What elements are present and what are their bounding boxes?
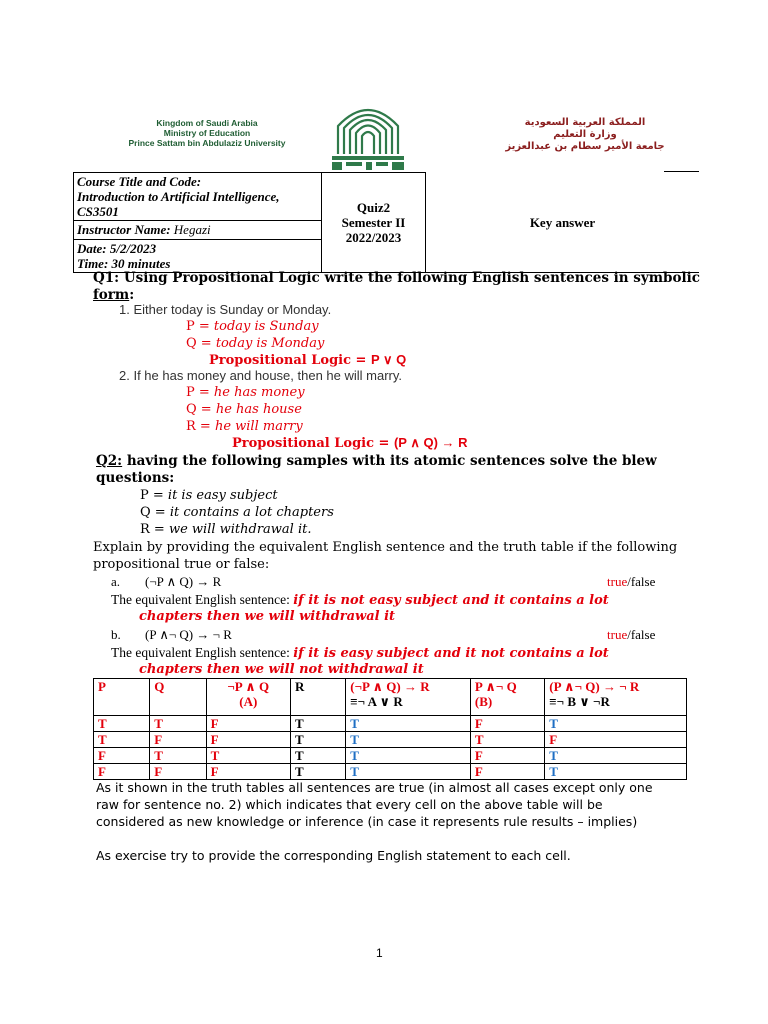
course-info-table [73, 172, 699, 273]
truth-header-cell [545, 679, 687, 716]
truth-cell: F [206, 716, 290, 732]
q2-a-label: a. [111, 574, 121, 589]
academic-year: 2022/2023 [345, 230, 402, 245]
quiz-cell [322, 173, 426, 273]
header-ar-line-2: وزارة التعليم [553, 129, 617, 140]
course-name: Introduction to Artificial Intelligence, [77, 189, 280, 204]
truth-table-row [94, 732, 687, 748]
q2-a-false: /false [627, 574, 656, 589]
q1-q2-label: Q = [186, 402, 216, 417]
truth-header-sentence-b: (P ∧¬ Q) → ¬ R [549, 679, 640, 694]
q2-r [140, 521, 312, 538]
q2-r-label: R = [140, 522, 169, 537]
truth-cell: T [346, 716, 471, 732]
q1-r2-value: he will marry [214, 419, 303, 434]
q2-heading [96, 453, 716, 487]
q1-q1-value: today is Monday [215, 336, 325, 351]
q1-q1 [186, 335, 324, 352]
truth-cell: T [545, 716, 687, 732]
truth-cell: T [346, 764, 471, 780]
q2-a-answer-2: chapters then we will withdrawal it [139, 609, 396, 624]
q2-line-1 [96, 453, 716, 470]
truth-cell: F [206, 732, 290, 748]
q1-logic-1-label: Propositional Logic = [209, 353, 371, 368]
truth-header-cell [290, 679, 345, 716]
conclusion-line-3: considered as new knowledge or inference (in case it represents rule results – implies) [96, 814, 638, 829]
q1-r2 [186, 418, 303, 435]
q2-b-answer-2: chapters then we will not withdrawal it [139, 662, 424, 677]
header-ar-line-3: جامعة الأمير سطام بن عبدالعزيز [505, 141, 665, 152]
q1-q2 [186, 401, 302, 418]
q1-item-1: 1. Either today is Sunday or Monday. [119, 302, 332, 317]
conclusion-paragraph [96, 779, 676, 830]
header-en-line-1: Kingdom of Saudi Arabia [156, 118, 258, 128]
q2-b-expression: (P ∧¬ Q) → ¬ R [145, 627, 232, 642]
q1-item-2: 2. If he has money and house, then he will marry. [119, 368, 403, 383]
truth-table-row [94, 748, 687, 764]
exercise-note: As exercise try to provide the corresponding English statement to each cell. [96, 848, 571, 863]
truth-header-b: P ∧¬ Q [474, 679, 517, 694]
q2-q [140, 504, 334, 521]
q1-logic-2-value: (P ∧ Q) → R [393, 435, 468, 450]
truth-cell: T [545, 748, 687, 764]
q1-heading [93, 270, 713, 304]
header-arabic [500, 117, 670, 153]
q2-a-expression: (¬P ∧ Q) → R [145, 574, 222, 589]
truth-cell: T [94, 732, 150, 748]
q2-b-true: true [607, 627, 628, 642]
truth-header-a: ¬P ∧ Q [227, 679, 270, 694]
truth-header-r: R [294, 679, 305, 694]
header-english [82, 118, 332, 148]
q1-p1-label: P = [186, 319, 214, 334]
truth-header-cell [94, 679, 150, 716]
q2-q-label: Q = [140, 505, 170, 520]
q2-b-true-false [607, 627, 655, 643]
q1-r2-label: R = [186, 419, 215, 434]
truth-header-cell [150, 679, 206, 716]
q2-a-equivalent [111, 592, 609, 608]
q2-a-true-false [607, 574, 655, 590]
truth-cell: T [470, 732, 544, 748]
university-logo-icon [328, 96, 408, 172]
truth-header-cell [206, 679, 290, 716]
semester: Semester II [341, 215, 406, 230]
q2-p-label: P = [140, 488, 168, 503]
course-title-cell [74, 173, 322, 221]
truth-header-cell [470, 679, 544, 716]
truth-cell: F [470, 764, 544, 780]
header-en-line-2: Ministry of Education [163, 128, 251, 138]
truth-cell: T [206, 748, 290, 764]
date-time-cell [74, 240, 322, 273]
q2-explain [93, 539, 733, 573]
instructor-cell [74, 221, 322, 240]
truth-table-row [94, 716, 687, 732]
q1-form: form [93, 287, 130, 303]
truth-cell: F [94, 764, 150, 780]
q1-colon: : [129, 287, 135, 303]
truth-header-sentence-a: (¬P ∧ Q) → R [350, 679, 430, 694]
q2-line-2: questions: [96, 470, 175, 486]
q2-label: Q2: [96, 453, 123, 469]
q1-p1-value: today is Sunday [213, 319, 319, 334]
q2-a-answer-1: if it is not easy subject and it contains a lot [293, 593, 609, 608]
q1-p1 [186, 318, 319, 335]
course-code: CS3501 [77, 204, 119, 219]
truth-cell: F [470, 748, 544, 764]
q2-explain-line-2: propositional true or false: [93, 557, 270, 572]
truth-header-a-label: (A) [239, 694, 258, 709]
key-answer-cell [426, 173, 700, 273]
q2-a-equivalent-label: The equivalent English sentence: [111, 592, 294, 607]
header-divider [664, 171, 699, 172]
truth-cell: T [346, 732, 471, 748]
q2-a-true: true [607, 574, 628, 589]
quiz-time: Time: 30 minutes [77, 256, 171, 271]
q1-q2-value: he has house [215, 402, 302, 417]
truth-header-sentence-a-equiv: ≡¬ A ∨ R [350, 694, 403, 709]
q2-p-value: it is easy subject [167, 488, 278, 503]
truth-cell: T [545, 764, 687, 780]
q2-b-answer-1: if it is easy subject and it not contains a lot [293, 646, 609, 661]
q1-logic-2-label: Propositional Logic = [232, 436, 394, 451]
quiz-title: Quiz2 [356, 200, 391, 215]
truth-cell: T [290, 716, 345, 732]
q2-r-value: we will withdrawal it. [168, 522, 312, 537]
q2-p [140, 487, 278, 504]
truth-cell: T [290, 748, 345, 764]
q1-p2 [186, 384, 305, 401]
course-label: Course Title and Code: [77, 174, 202, 189]
truth-header-sentence-b-equiv: ≡¬ B ∨ ¬R [549, 694, 610, 709]
truth-cell: T [290, 764, 345, 780]
truth-table-header-row [94, 679, 687, 716]
truth-cell: T [150, 716, 206, 732]
q1-logic-1 [209, 352, 406, 368]
truth-cell: F [150, 764, 206, 780]
q1-line-1: Q1: Using Propositional Logic write the following English sentences in symbolic [93, 270, 700, 286]
q2-line-1-text: having the following samples with its atomic sentences solve the blew [122, 453, 657, 469]
truth-table-row [94, 764, 687, 780]
truth-cell: F [545, 732, 687, 748]
truth-cell: T [290, 732, 345, 748]
q1-logic-2 [232, 435, 468, 451]
truth-cell: F [150, 732, 206, 748]
q2-q-value: it contains a lot chapters [169, 505, 334, 520]
q2-b-false: /false [627, 627, 656, 642]
header-en-line-3: Prince Sattam bin Abdulaziz University [128, 138, 286, 148]
q1-p2-label: P = [186, 385, 214, 400]
q2-b-equivalent-label: The equivalent English sentence: [111, 645, 294, 660]
truth-header-cell [346, 679, 471, 716]
truth-cell: T [150, 748, 206, 764]
page-number: 1 [376, 946, 383, 960]
q2-b-label: b. [111, 627, 121, 642]
header-ar-line-1: المملكة العربية السعودية [524, 117, 646, 128]
truth-cell: F [206, 764, 290, 780]
q1-q1-label: Q = [186, 336, 216, 351]
truth-header-q: Q [154, 679, 165, 694]
truth-table [93, 678, 687, 780]
conclusion-line-2: raw for sentence no. 2) which indicates that every cell on the above table will be [96, 797, 603, 812]
truth-cell: T [94, 716, 150, 732]
q2-b-equivalent [111, 645, 609, 661]
q1-p2-value: he has money [213, 385, 305, 400]
truth-header-p: P [98, 679, 106, 694]
q1-logic-1-value: P ∨ Q [370, 352, 407, 367]
truth-header-b-label: (B) [474, 694, 493, 709]
q2-explain-line-1: Explain by providing the equivalent English sentence and the truth table if the following [93, 540, 678, 555]
quiz-date: Date: 5/2/2023 [77, 241, 157, 256]
truth-cell: F [470, 716, 544, 732]
instructor-name: Hegazi [173, 222, 211, 237]
truth-cell: F [94, 748, 150, 764]
instructor-label: Instructor Name: [77, 222, 171, 237]
truth-cell: T [346, 748, 471, 764]
key-answer-label: Key answer [529, 214, 596, 230]
conclusion-line-1: As it shown in the truth tables all sentences are true (in almost all cases except only one [96, 780, 653, 795]
